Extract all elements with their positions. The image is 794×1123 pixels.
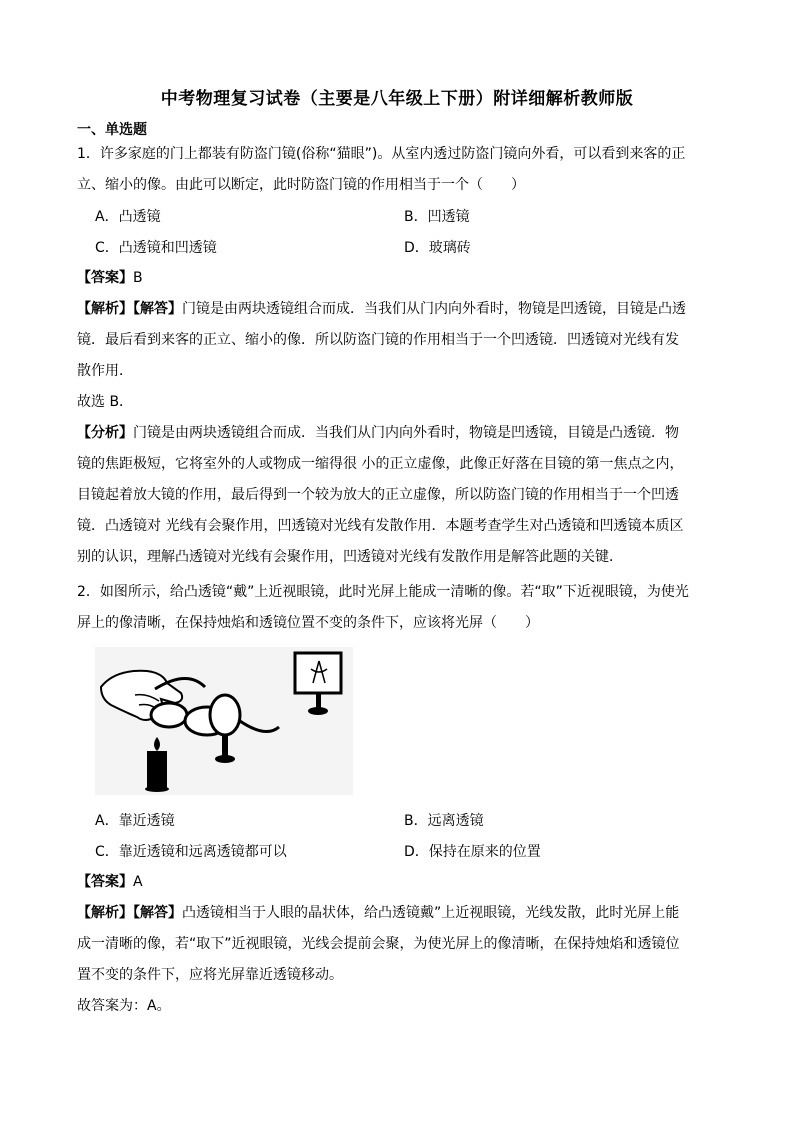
q1-analysis-line: 镜．最后看到来客的正立、缩小的像．所以防盗门镜的作用相当于一个凹透镜．凹透镜对光线有发	[77, 332, 679, 348]
q1-explain-text: 门镜是由两块透镜组合而成．当我们从门内向外看时，物镜是凹透镜，目镜是凸透镜．物	[133, 425, 679, 441]
explain-tag: 【分析】	[77, 425, 133, 441]
solution-tag: 【解答】	[133, 905, 182, 921]
analysis-tag: 【解析】	[77, 905, 133, 921]
q2-option-b: B．远离透镜	[404, 813, 484, 829]
q1-option-d: D．玻璃砖	[404, 240, 471, 256]
glasses-lens-left	[151, 703, 187, 727]
q1-answer-line	[77, 263, 717, 294]
section-heading: 一、单选题	[77, 122, 147, 138]
q1-explain-line: 别的认识，理解凸透镜对光线有会聚作用，凹透镜对光线有发散作用是解答此题的关键．	[77, 549, 623, 565]
q1-analysis-line	[77, 294, 717, 325]
answer-tag: 【答案】	[77, 270, 133, 286]
lens-experiment-figure	[95, 647, 353, 795]
answer-tag: 【答案】	[77, 874, 133, 890]
q1-explain-line: 目镜起着放大镜的作用，最后得到一个较为放大的正立虚像，所以防盗门镜的作用相当于一个凹透	[77, 487, 679, 503]
q1-stem	[77, 139, 717, 201]
q1-stem-line: 立、缩小的像。由此可以断定，此时防盗门镜的作用相当于一个（ ）	[77, 177, 525, 193]
q2-analysis-line: 成一清晰的像，若“取下”近视眼镜，光线会提前会聚，为使光屏上的像清晰，在保持烛焰和透镜位	[77, 936, 680, 952]
q1-explain-line: 镜的焦距极短，它将室外的人或物成一缩得很 小的正立虚像，此像正好落在目镜的第一焦点之内，	[77, 456, 684, 472]
q1-option-b: B．凹透镜	[404, 209, 470, 225]
convex-lens	[210, 695, 240, 735]
q2-answer-line	[77, 867, 717, 898]
q1-explain-line: 镜．凸透镜对 光线有会聚作用，凹透镜对光线有发散作用．本题考查学生对凸透镜和凹透镜本质区	[77, 518, 684, 534]
q2-analysis-line: 故答案为：A。	[77, 998, 171, 1014]
q2-option-d: D．保持在原来的位置	[404, 844, 541, 860]
q1-explain-line	[77, 418, 717, 449]
q2-stem-line: 2．如图所示，给凸透镜“戴”上近视眼镜，此时光屏上能成一清晰的像。若“取”下近视眼镜，为使光	[77, 584, 689, 600]
q1-option-a: A．凸透镜	[95, 209, 161, 225]
q2-option-c: C．靠近透镜和远离透镜都可以	[95, 844, 287, 860]
q2-stem-line: 屏上的像清晰，在保持烛焰和透镜位置不变的条件下，应该将光屏（ ）	[77, 615, 539, 631]
document-title: 中考物理复习试卷（主要是八年级上下册）附详细解析教师版	[160, 89, 634, 109]
q2-stem	[77, 577, 717, 639]
solution-tag: 【解答】	[133, 301, 182, 317]
q1-analysis-text: 门镜是由两块透镜组合而成．当我们从门内向外看时，物镜是凹透镜，目镜是凸透	[182, 301, 686, 317]
q2-answer-block	[77, 867, 717, 1022]
q2-analysis-line	[77, 898, 717, 929]
q1-answer-value: B	[133, 270, 143, 286]
q1-answer-block	[77, 263, 717, 573]
q1-analysis-line: 散作用．	[77, 363, 133, 379]
q2-analysis-text: 凸透镜相当于人眼的晶状体，给凸透镜戴”上近视眼镜，光线发散，此时光屏上能	[182, 905, 680, 921]
q2-analysis-line: 置不变的条件下，应将光屏靠近透镜移动。	[77, 967, 343, 983]
q1-option-c: C．凸透镜和凹透镜	[95, 240, 217, 256]
light-screen	[295, 653, 341, 693]
analysis-tag: 【解析】	[77, 301, 133, 317]
q2-answer-value: A	[133, 874, 143, 890]
q1-stem-line: 1．许多家庭的门上都装有防盗门镜(俗称“猫眼”)。从室内透过防盗门镜向外看，可以看到来客的正	[77, 146, 686, 162]
q2-option-a: A．靠近透镜	[95, 813, 175, 829]
candle	[147, 751, 167, 789]
q1-analysis-line: 故选 B．	[77, 394, 134, 410]
